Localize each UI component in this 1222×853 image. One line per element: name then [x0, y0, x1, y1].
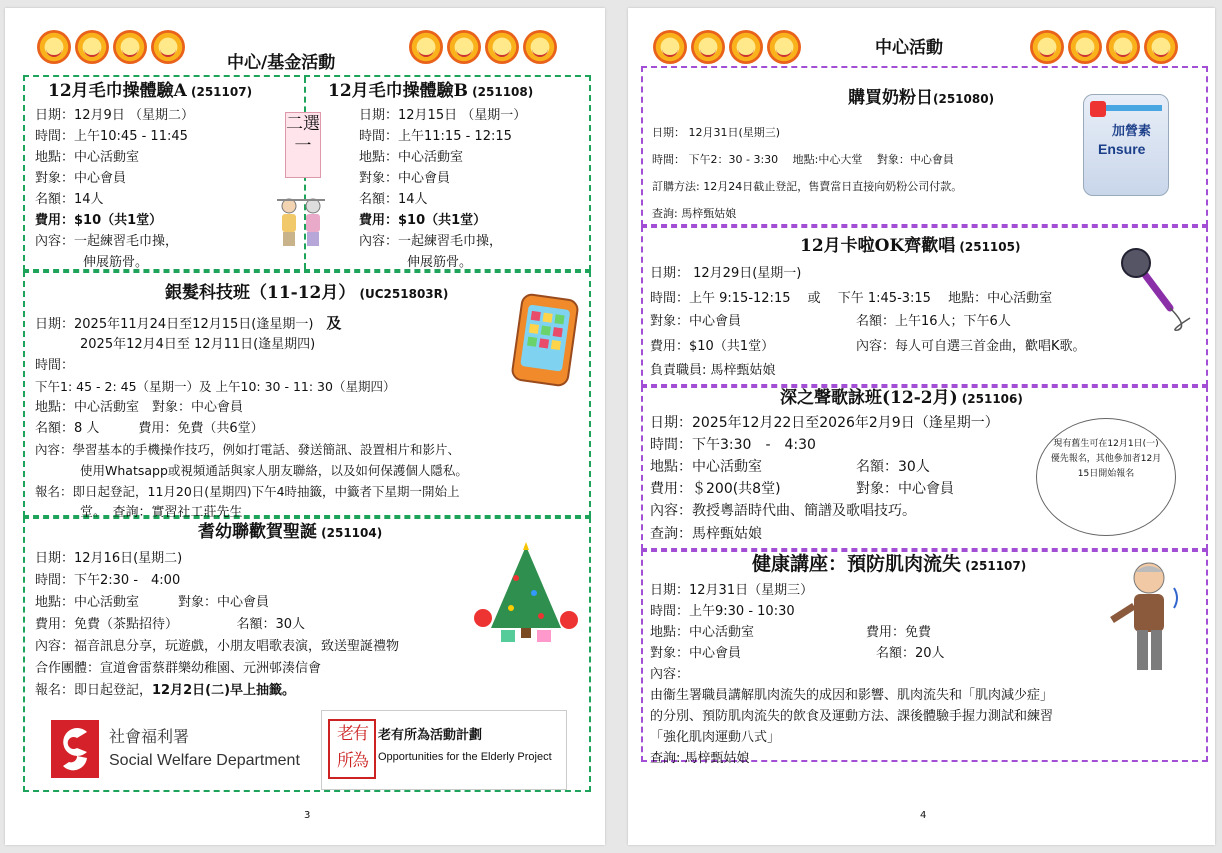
towel-b-time: 時間：上午11:15 - 12:15: [359, 129, 512, 144]
karaoke-fee: 費用：$10（共1堂）: [650, 339, 775, 354]
swd-logo: [49, 718, 319, 782]
health-time: 時間：上午9:30 - 10:30: [650, 604, 795, 619]
singing-target: 對象：中心會員: [856, 481, 954, 497]
tech-date: 日期：2025年11月24日至12月15日(逢星期一): [35, 317, 314, 332]
sun-decoration-left: [653, 30, 801, 64]
towel-a-content: 內容：一起練習毛巾操，: [35, 234, 179, 249]
karaoke-quota: 名額：上午16人；下午6人: [856, 314, 1011, 329]
early-enrolment-note: 現有舊生可在12月1日(一)優先報名，其他參加者12月15日開始報名: [1036, 418, 1176, 536]
karaoke-code: (251105): [959, 240, 1021, 254]
sun-icon: [653, 30, 687, 64]
tech-time-label: 時間：: [35, 358, 75, 373]
sun-decoration-left: [37, 30, 185, 64]
xmas-partner: 合作團體：宣道會雷蔡群樂幼稚園、元洲邨湊信會: [35, 661, 322, 676]
towel-a-title: 12月毛巾操體驗A: [48, 81, 187, 101]
sun-decoration-right: [409, 30, 557, 64]
tech-code: (UC251803R): [359, 287, 449, 301]
health-date: 日期：12月31日（星期三）: [650, 583, 814, 598]
health-title: 健康講座：預防肌肉流失: [752, 553, 962, 575]
microphone-icon: [1118, 246, 1198, 332]
karaoke-staff: 負責職員: 馬梓甄姑娘: [650, 363, 776, 378]
xmas-code: (251104): [321, 526, 383, 540]
oep-name-en: Opportunities for the Elderly Project: [378, 751, 552, 763]
xmas-date: 日期：12月16日(星期二): [35, 551, 183, 566]
tech-date-2: 2025年12月4日至 12月11日(逢星期四): [80, 337, 316, 352]
towel-a-fee: 費用：$10（共1堂）: [35, 213, 163, 228]
milk-code: (251080): [933, 92, 995, 106]
towel-b-target: 對象：中心會員: [359, 171, 451, 186]
towel-b-title: 12月毛巾操體驗B: [328, 81, 469, 101]
brand-logo-icon: [1090, 101, 1106, 117]
singing-enquiry: 查詢：馬梓甄姑娘: [650, 526, 762, 542]
karaoke-target: 對象：中心會員: [650, 314, 742, 329]
milk-title: 購買奶粉日: [848, 88, 933, 108]
health-venue: 地點：中心活動室: [650, 625, 755, 640]
towel-a-venue: 地點：中心活動室: [35, 150, 140, 165]
towel-a-quota: 名額：14人: [35, 192, 104, 207]
xmas-title: 耆幼聯歡賀聖誕: [198, 522, 317, 542]
tech-venue: 地點：中心活動室 對象：中心會員: [35, 400, 244, 415]
oep-logo: [321, 710, 567, 790]
xmas-signup: 報名：即日起登記，: [35, 683, 153, 698]
milk-date: 日期： 12月31日(星期三): [652, 126, 781, 139]
page-number: 4: [920, 810, 927, 821]
tech-signup-2: 堂。 查詢：實習社工莊先生: [80, 505, 243, 520]
swd-name-en: Social Welfare Department: [109, 752, 300, 769]
milk-can-image: [1083, 94, 1169, 196]
health-code: (251107): [965, 559, 1027, 573]
sun-icon: [113, 30, 147, 64]
sun-icon: [1030, 30, 1064, 64]
singing-content: 內容：教授粵語時代曲、簡譜及歌唱技巧。: [650, 503, 916, 519]
singing-venue: 地點：中心活動室: [650, 459, 762, 475]
sun-icon: [767, 30, 801, 64]
page-4: [628, 8, 1215, 845]
milk-enquiry: 查詢: 馬梓甄姑娘: [652, 207, 737, 220]
towel-b-venue: 地點：中心活動室: [359, 150, 464, 165]
tech-time: 下午1: 45 - 2: 45（星期一）及 上午10: 30 - 11: 30（星期四）: [35, 379, 396, 394]
sun-icon: [1106, 30, 1140, 64]
xmas-signup-date: 12月2日(二)早上抽籤。: [152, 683, 296, 698]
sun-icon: [447, 30, 481, 64]
oep-name-cn: 老有所為活動計劃: [378, 728, 483, 743]
health-fee: 費用：免費: [866, 625, 932, 640]
singing-quota: 名額：30人: [856, 459, 930, 475]
singing-date: 日期：2025年12月22日至2026年2月9日（逢星期一）: [650, 415, 999, 431]
tech-date-and: 及: [326, 314, 342, 332]
health-enquiry: 查詢: 馬梓甄姑娘: [650, 751, 750, 766]
towel-a-target: 對象：中心會員: [35, 171, 127, 186]
sun-icon: [1068, 30, 1102, 64]
sun-icon: [523, 30, 557, 64]
karaoke-content: 內容：每人可自選三首金曲，歡唱K歌。: [856, 339, 1086, 354]
xmas-time: 時間：下午2:30 - 4:00: [35, 573, 181, 588]
towel-b-date: 日期：12月15日 （星期一）: [359, 108, 527, 123]
smartphone-icon: [509, 293, 579, 388]
xmas-venue: 地點：中心活動室 對象：中心會員: [35, 595, 270, 610]
milk-can-brand: 加營素: [1112, 124, 1152, 139]
singing-title: 深之聲歌詠班(12-2月): [780, 388, 958, 408]
sun-decoration-right: [1030, 30, 1178, 64]
swd-name-cn: 社會福利署: [109, 727, 190, 746]
singing-code: (251106): [961, 392, 1023, 406]
health-content-2: 的分別、預防肌肉流失的飲食及運動方法、課後體驗手握力測試和練習: [650, 709, 1054, 724]
sun-icon: [409, 30, 443, 64]
karaoke-title: 12月卡啦OK齊歡唱: [800, 236, 956, 256]
tech-quota: 名額：8 人 費用：免費（共6堂）: [35, 421, 264, 436]
choice-badge: 二選一: [285, 112, 321, 178]
karaoke-time: 時間：上午 9:15-12:15 或 下午 1:45-3:15 地點：中心活動室: [650, 291, 1053, 306]
singing-fee: 費用：＄200(共8堂): [650, 481, 781, 497]
tech-content-2: 使用Whatsapp或視頻通話與家人朋友聯絡，以及如何保護個人隱私。: [80, 463, 468, 478]
towel-a-time: 時間：上午10:45 - 11:45: [35, 129, 188, 144]
xmas-fee: 費用：免費（茶點招待） 名額：30人: [35, 617, 306, 632]
swd-emblem-icon: [49, 718, 101, 780]
elderly-exercise-icon: [273, 196, 329, 248]
sun-icon: [691, 30, 725, 64]
xmas-content: 內容：福音訊息分享，玩遊戲，小朋友唱歌表演，致送聖誕禮物: [35, 639, 400, 654]
health-content-1: 由衞生署職員講解肌肉流失的成因和影響、肌肉流失和「肌肉減少症」: [650, 688, 1054, 703]
tech-title: 銀髮科技班（11-12月）: [165, 283, 356, 303]
christmas-tree-icon: [471, 538, 581, 646]
karaoke-date: 日期： 12月29日(星期一): [650, 266, 802, 281]
sun-icon: [75, 30, 109, 64]
page-title: 中心活動: [875, 38, 943, 58]
page-3: [5, 8, 605, 845]
sun-icon: [1144, 30, 1178, 64]
elderly-man-icon: [1104, 558, 1194, 676]
towel-b-fee: 費用：$10（共1堂）: [359, 213, 487, 228]
page-title: 中心/基金活動: [227, 53, 336, 73]
milk-time: 時間： 下午2：30 - 3:30 地點:中心大堂 對象：中心會員: [652, 153, 954, 166]
sun-icon: [151, 30, 185, 64]
tech-content: 內容：學習基本的手機操作技巧，例如打電話、發送簡訊、設置相片和影片、: [35, 442, 461, 457]
towel-b-content: 內容：一起練習毛巾操，: [359, 234, 503, 249]
sun-icon: [485, 30, 519, 64]
page-number: 3: [304, 810, 311, 821]
tech-signup: 報名：即日起登記，11月20日(星期四)下午4時抽籤，中籤者下星期一開始上: [35, 484, 460, 499]
health-content-3: 「強化肌肉運動八式」: [650, 730, 781, 745]
towel-b-code: (251108): [472, 85, 534, 99]
milk-can-name: Ensure: [1098, 141, 1146, 157]
health-quota: 名額：20人: [876, 646, 945, 661]
towel-a-code: (251107): [191, 85, 253, 99]
health-content-label: 內容：: [650, 667, 690, 682]
milk-order: 訂購方法: 12月24日截止登記，售賣當日直接向奶粉公司付款。: [652, 180, 963, 193]
health-target: 對象：中心會員: [650, 646, 742, 661]
singing-time: 時間：下午3:30 - 4:30: [650, 437, 816, 453]
towel-b-content-2: 伸展筋骨。: [407, 255, 473, 270]
sun-icon: [729, 30, 763, 64]
sun-icon: [37, 30, 71, 64]
towel-a-content-2: 伸展筋骨。: [83, 255, 149, 270]
towel-a-date: 日期：12月9日 （星期二）: [35, 108, 194, 123]
towel-b-quota: 名額：14人: [359, 192, 428, 207]
oep-seal: 老有所為: [328, 719, 376, 779]
